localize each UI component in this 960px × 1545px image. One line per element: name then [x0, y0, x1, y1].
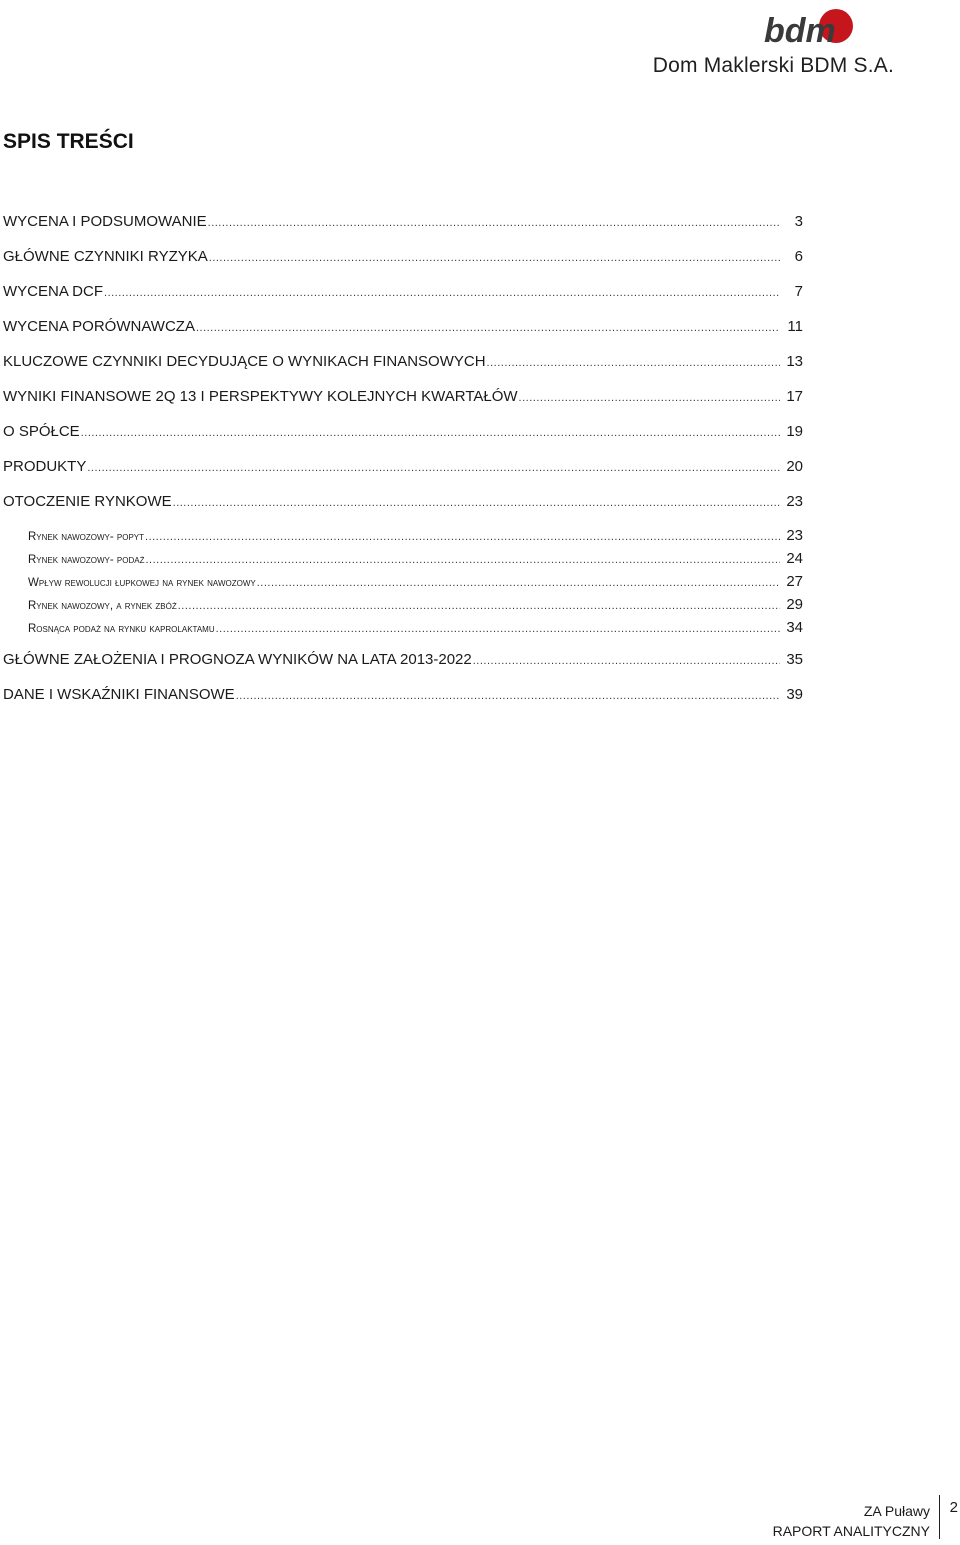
footer-text: [773, 1501, 930, 1541]
toc-entry[interactable]: [3, 490, 803, 525]
toc-dot-leader: [519, 386, 780, 410]
toc-subentry[interactable]: [3, 596, 803, 619]
toc-entry-label: KLUCZOWE CZYNNIKI DECYDUJĄCE O WYNIKACH FINANSOWYCH: [3, 353, 486, 370]
toc-dot-leader: [145, 528, 780, 546]
toc-entry-page: 24: [786, 550, 803, 567]
footer-divider: [939, 1495, 940, 1539]
toc-dot-leader: [216, 620, 780, 638]
toc-entry[interactable]: [3, 350, 803, 385]
toc-entry-label: DANE I WSKAŹNIKI FINANSOWE: [3, 686, 235, 703]
toc-entry[interactable]: [3, 420, 803, 455]
toc-entry-page: 23: [786, 493, 803, 510]
toc-dot-leader: [145, 551, 780, 569]
toc-entry-page: 39: [786, 686, 803, 703]
toc-entry[interactable]: [3, 245, 803, 280]
toc-entry-page: 19: [786, 423, 803, 440]
toc-entry-page: 13: [786, 353, 803, 370]
toc-entry-label: WYCENA I PODSUMOWANIE: [3, 213, 207, 230]
toc-entry[interactable]: [3, 385, 803, 420]
toc-entry-page: 7: [794, 283, 803, 300]
toc-entry-label: Rosnąca podaż na rynku kaprolaktamu: [28, 623, 215, 635]
page-title: SPIS TREŚCI: [3, 130, 134, 153]
toc-dot-leader: [208, 211, 780, 235]
bdm-logo-mark: [654, 6, 894, 56]
toc-subentry[interactable]: [3, 573, 803, 596]
toc-subentry[interactable]: [3, 550, 803, 573]
toc-entry[interactable]: [3, 210, 803, 245]
toc-entry-label: WYCENA DCF: [3, 283, 104, 300]
toc-entry[interactable]: [3, 683, 803, 718]
toc-entry[interactable]: [3, 455, 803, 490]
toc-dot-leader: [196, 316, 780, 340]
toc-subentry[interactable]: [3, 527, 803, 550]
toc-entry-label: Wpływ rewolucji łupkowej na rynek nawozowy: [28, 577, 256, 589]
toc-entry-label: O SPÓŁCE: [3, 423, 80, 440]
toc-entry-page: 6: [794, 248, 803, 265]
footer-page-number: 2: [949, 1499, 958, 1516]
footer-report-type: RAPORT ANALITYCZNY: [772, 1523, 930, 1539]
toc-entry-label: OTOCZENIE RYNKOWE: [3, 493, 172, 510]
toc-entry-label: Rynek nawozowy- podaż: [28, 554, 145, 566]
toc-dot-leader: [87, 456, 780, 480]
toc-dot-leader: [104, 281, 780, 305]
toc-dot-leader: [236, 684, 780, 708]
toc-dot-leader: [81, 421, 780, 445]
toc-entry[interactable]: [3, 648, 803, 683]
toc-entry-label: PRODUKTY: [3, 458, 87, 475]
toc-entry-page: 3: [794, 213, 803, 230]
company-logo: [654, 6, 894, 84]
toc-entry-page: 27: [786, 573, 803, 590]
toc-entry-page: 35: [786, 651, 803, 668]
footer-company: ZA Puławy: [863, 1503, 930, 1519]
toc-dot-leader: [257, 574, 780, 592]
toc-dot-leader: [178, 597, 780, 615]
toc-entry-label: Rynek nawozowy, a rynek zbóż: [28, 600, 177, 612]
logo-company-name: Dom Maklerski BDM S.A.: [652, 54, 894, 77]
toc-entry[interactable]: [3, 280, 803, 315]
toc-dot-leader: [173, 491, 780, 515]
toc-entry-page: 20: [786, 458, 803, 475]
page-footer: [760, 1495, 960, 1545]
toc-entry-page: 17: [786, 388, 803, 405]
toc-entry-page: 23: [786, 527, 803, 544]
toc-dot-leader: [473, 649, 780, 673]
toc-entry-label: Rynek nawozowy- popyt: [28, 531, 145, 543]
toc-dot-leader: [209, 246, 780, 270]
toc-dot-leader: [487, 351, 780, 375]
table-of-contents: [3, 210, 803, 718]
toc-entry-label: WYNIKI FINANSOWE 2Q 13 I PERSPEKTYWY KOLEJNYCH KWARTAŁÓW: [3, 388, 518, 405]
toc-entry-page: 34: [786, 619, 803, 636]
toc-entry-label: GŁÓWNE ZAŁOŻENIA I PROGNOZA WYNIKÓW NA LATA 2013-2022: [3, 651, 472, 668]
toc-entry-page: 11: [787, 318, 803, 335]
toc-entry-label: GŁÓWNE CZYNNIKI RYZYKA: [3, 248, 208, 265]
toc-entry-label: WYCENA PORÓWNAWCZA: [3, 318, 195, 335]
toc-subentry[interactable]: [3, 619, 803, 642]
logo-mark-text: bdm: [764, 12, 836, 50]
toc-entry-page: 29: [786, 596, 803, 613]
toc-entry[interactable]: [3, 315, 803, 350]
